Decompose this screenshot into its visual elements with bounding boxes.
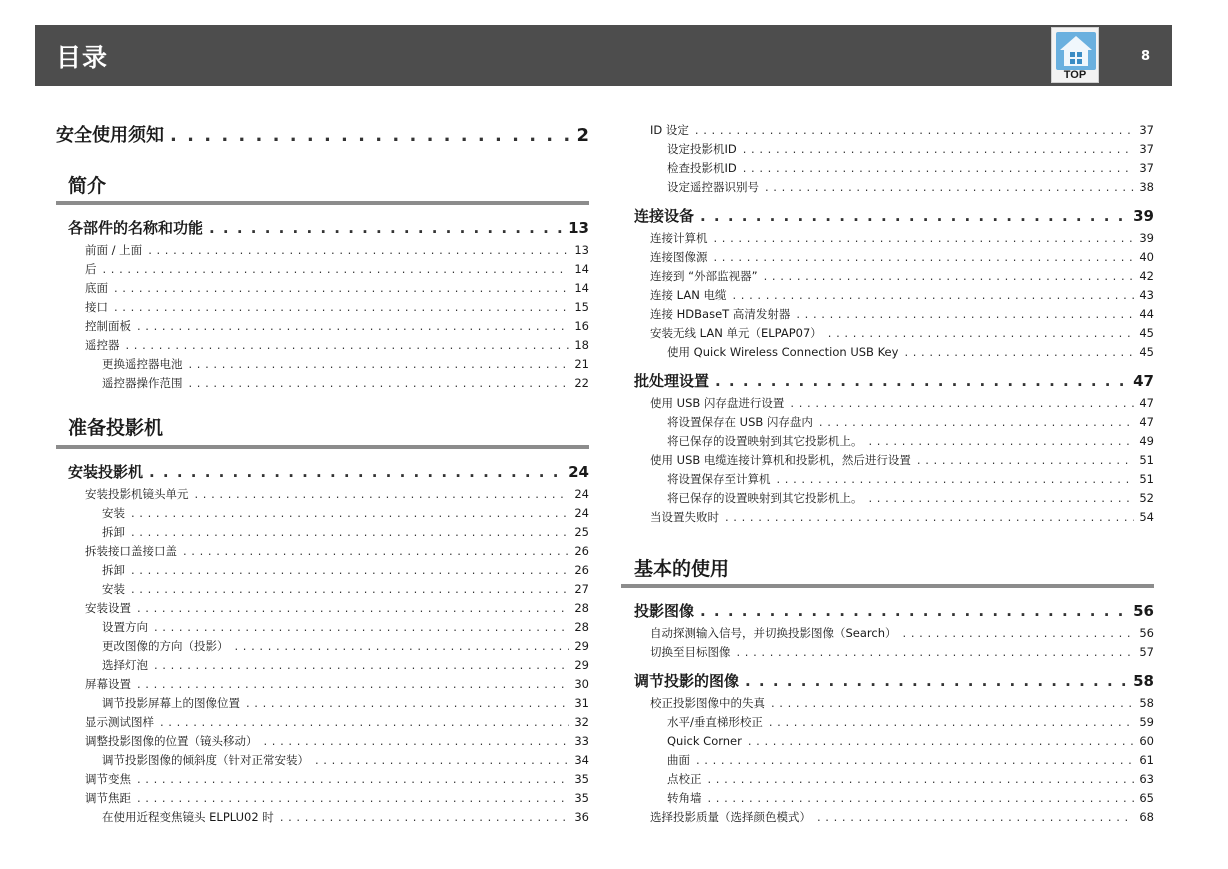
toc-entry-page: 54 bbox=[1139, 510, 1154, 524]
section-header-prepare bbox=[56, 411, 589, 449]
toc-entry-title: 调节焦距 bbox=[85, 791, 131, 805]
toc-entry-page: 44 bbox=[1139, 307, 1154, 321]
page-title: 目录 bbox=[56, 43, 109, 72]
toc-entry-page: 43 bbox=[1139, 288, 1154, 302]
toc-entry-page: 60 bbox=[1139, 734, 1154, 748]
toc-entry-title: 连接 HDBaseT 高清发射器 bbox=[650, 307, 791, 321]
toc-list-batch bbox=[621, 394, 1154, 527]
toc-entry[interactable] bbox=[56, 298, 589, 317]
toc-left-column bbox=[56, 100, 589, 827]
toc-entry-title: 选择投影质量（选择颜色模式） bbox=[650, 810, 811, 824]
leader-dots bbox=[154, 618, 569, 637]
toc-entry[interactable] bbox=[621, 324, 1154, 343]
toc-entry-page: 35 bbox=[574, 772, 589, 786]
leader-dots bbox=[137, 599, 569, 618]
leader-dots bbox=[769, 713, 1134, 732]
toc-entry-page: 28 bbox=[574, 601, 589, 615]
toc-entry-title: 检查投影机ID bbox=[667, 161, 737, 175]
toc-entry-title: 设定投影机ID bbox=[667, 142, 737, 156]
toc-entry[interactable] bbox=[621, 159, 1154, 178]
leader-dots bbox=[103, 260, 570, 279]
toc-entry-page: 14 bbox=[574, 262, 589, 276]
toc-heading-adjust[interactable] bbox=[621, 668, 1154, 694]
toc-entry-title: 设置方向 bbox=[102, 620, 148, 634]
toc-entry-title: 点校正 bbox=[667, 772, 702, 786]
toc-list-install bbox=[56, 485, 589, 827]
toc-entry-page: 56 bbox=[1139, 626, 1154, 640]
toc-entry-page: 28 bbox=[574, 620, 589, 634]
toc-heading-title: 连接设备 bbox=[634, 207, 695, 225]
toc-entry[interactable] bbox=[56, 637, 589, 656]
toc-entry[interactable] bbox=[56, 317, 589, 336]
toc-entry-title: 连接 LAN 电缆 bbox=[650, 288, 727, 302]
toc-entry-title: 当设置失败时 bbox=[650, 510, 719, 524]
toc-entry-title: 设定遥控器识别号 bbox=[667, 180, 759, 194]
leader-dots bbox=[917, 451, 1134, 470]
leader-dots bbox=[714, 248, 1135, 267]
toc-entry[interactable] bbox=[621, 178, 1154, 197]
toc-entry[interactable] bbox=[621, 470, 1154, 489]
toc-entry-title: Quick Corner bbox=[667, 734, 742, 748]
toc-entry-title: 校正投影图像中的失真 bbox=[650, 696, 765, 710]
toc-entry-title: 更换遥控器电池 bbox=[102, 357, 183, 371]
toc-entry-page: 51 bbox=[1139, 453, 1154, 467]
toc-entry-page: 36 bbox=[574, 810, 589, 824]
toc-entry[interactable] bbox=[56, 523, 589, 542]
toc-entry-page: 57 bbox=[1139, 645, 1154, 659]
toc-entry[interactable] bbox=[621, 140, 1154, 159]
toc-entry-page: 45 bbox=[1139, 326, 1154, 340]
leader-dots bbox=[114, 298, 569, 317]
toc-entry-title: 将设置保存至计算机 bbox=[667, 472, 771, 486]
leader-dots bbox=[131, 580, 569, 599]
toc-entry-title: 底面 bbox=[85, 281, 108, 295]
toc-entry[interactable] bbox=[56, 770, 589, 789]
leader-dots bbox=[114, 279, 569, 298]
toc-heading-title: 安全使用须知 bbox=[56, 125, 164, 146]
toc-entry[interactable] bbox=[56, 504, 589, 523]
leader-dots bbox=[737, 643, 1135, 662]
toc-entry-title: 在使用近程变焦镜头 ELPLU02 时 bbox=[102, 810, 274, 824]
toc-entry[interactable] bbox=[56, 675, 589, 694]
toc-entry-page: 40 bbox=[1139, 250, 1154, 264]
toc-entry-page: 35 bbox=[574, 791, 589, 805]
toc-entry[interactable] bbox=[56, 618, 589, 637]
toc-entry-page: 49 bbox=[1139, 434, 1154, 448]
toc-entry[interactable] bbox=[56, 694, 589, 713]
section-header-intro bbox=[56, 171, 589, 205]
toc-list-adjust bbox=[621, 694, 1154, 827]
toc-heading-title: 投影图像 bbox=[634, 602, 695, 620]
toc-entry-title: 自动探测输入信号，并切换投影图像（Search） bbox=[650, 626, 897, 640]
toc-entry[interactable] bbox=[621, 489, 1154, 508]
toc-entry-page: 27 bbox=[574, 582, 589, 596]
top-button[interactable] bbox=[1051, 27, 1099, 83]
toc-entry-title: 连接计算机 bbox=[650, 231, 708, 245]
toc-entry-title: 前面 / 上面 bbox=[85, 243, 143, 257]
toc-heading-batch[interactable] bbox=[621, 368, 1154, 394]
toc-entry[interactable] bbox=[56, 561, 589, 580]
toc-entry-title: 选择灯泡 bbox=[102, 658, 148, 672]
toc-entry[interactable] bbox=[56, 599, 589, 618]
toc-entry-page: 65 bbox=[1139, 791, 1154, 805]
toc-entry-page: 47 bbox=[1139, 396, 1154, 410]
toc-entry-title: 遥控器 bbox=[85, 338, 120, 352]
home-icon bbox=[1056, 32, 1096, 70]
section-title: 简介 bbox=[68, 175, 107, 197]
toc-entry[interactable] bbox=[621, 413, 1154, 432]
toc-entry-page: 45 bbox=[1139, 345, 1154, 359]
leader-dots bbox=[189, 355, 570, 374]
toc-entry[interactable] bbox=[621, 394, 1154, 413]
leader-dots bbox=[183, 542, 569, 561]
header-bar bbox=[35, 25, 1172, 86]
toc-entry[interactable] bbox=[621, 508, 1154, 527]
leader-dots bbox=[154, 656, 569, 675]
toc-entry-title: 显示测试图样 bbox=[85, 715, 154, 729]
toc-entry[interactable] bbox=[56, 374, 589, 393]
toc-page-number: 39 bbox=[1133, 207, 1154, 225]
toc-heading-title: 各部件的名称和功能 bbox=[68, 219, 204, 237]
toc-entry[interactable] bbox=[621, 789, 1154, 808]
toc-heading-title: 调节投影的图像 bbox=[634, 672, 740, 690]
toc-entry-title: 调节投影屏幕上的图像位置 bbox=[102, 696, 240, 710]
toc-entry-page: 59 bbox=[1139, 715, 1154, 729]
toc-page-number: 24 bbox=[568, 463, 589, 481]
toc-entry-page: 52 bbox=[1139, 491, 1154, 505]
leader-dots bbox=[745, 668, 1128, 694]
leader-dots bbox=[148, 241, 569, 260]
toc-entry-page: 15 bbox=[574, 300, 589, 314]
toc-heading-project[interactable] bbox=[621, 598, 1154, 624]
toc-list-project bbox=[621, 624, 1154, 662]
toc-entry-title: 遥控器操作范围 bbox=[102, 376, 183, 390]
toc-entry-title: 调整投影图像的位置（镜头移动） bbox=[85, 734, 258, 748]
toc-entry-title: 拆装接口盖接口盖 bbox=[85, 544, 177, 558]
leader-dots bbox=[708, 770, 1135, 789]
leader-dots bbox=[160, 713, 569, 732]
leader-dots bbox=[819, 413, 1134, 432]
toc-entry-title: 切换至目标图像 bbox=[650, 645, 731, 659]
toc-entry-title: 水平/垂直梯形校正 bbox=[667, 715, 763, 729]
toc-page-number: 2 bbox=[576, 125, 589, 146]
toc-entry-page: 37 bbox=[1139, 142, 1154, 156]
toc-list-id bbox=[621, 121, 1154, 197]
toc-entry-page: 37 bbox=[1139, 161, 1154, 175]
toc-page-number: 13 bbox=[568, 219, 589, 237]
toc-entry-page: 25 bbox=[574, 525, 589, 539]
toc-entry-title: 安装 bbox=[102, 506, 125, 520]
leader-dots bbox=[743, 159, 1135, 178]
leader-dots bbox=[904, 343, 1134, 362]
toc-entry[interactable] bbox=[56, 732, 589, 751]
section-title: 基本的使用 bbox=[634, 558, 730, 580]
toc-heading-install[interactable] bbox=[56, 459, 589, 485]
toc-entry[interactable] bbox=[621, 770, 1154, 789]
toc-entry-title: 屏幕设置 bbox=[85, 677, 131, 691]
leader-dots bbox=[725, 508, 1134, 527]
toc-heading-title: 安装投影机 bbox=[68, 463, 144, 481]
section-title: 准备投影机 bbox=[68, 417, 164, 439]
toc-entry-title: 连接图像源 bbox=[650, 250, 708, 264]
toc-entry-page: 14 bbox=[574, 281, 589, 295]
toc-entry-title: 安装投影机镜头单元 bbox=[85, 487, 189, 501]
toc-entry-title: 使用 USB 闪存盘进行设置 bbox=[650, 396, 785, 410]
page-number: 8 bbox=[1141, 49, 1151, 64]
toc-entry-title: 安装无线 LAN 单元（ELPAP07） bbox=[650, 326, 822, 340]
toc-entry-page: 38 bbox=[1139, 180, 1154, 194]
leader-dots bbox=[790, 394, 1134, 413]
toc-heading-parts[interactable] bbox=[56, 215, 589, 241]
leader-dots bbox=[235, 637, 570, 656]
toc-entry-title: 使用 Quick Wireless Connection USB Key bbox=[667, 345, 899, 359]
toc-entry-page: 33 bbox=[574, 734, 589, 748]
leader-dots bbox=[280, 808, 570, 827]
toc-entry-page: 37 bbox=[1139, 123, 1154, 137]
toc-entry-title: 拆卸 bbox=[102, 563, 125, 577]
toc-entry-page: 24 bbox=[574, 487, 589, 501]
leader-dots bbox=[131, 504, 569, 523]
toc-entry-page: 32 bbox=[574, 715, 589, 729]
toc-entry-page: 29 bbox=[574, 658, 589, 672]
toc-entry-page: 39 bbox=[1139, 231, 1154, 245]
leader-dots bbox=[137, 675, 569, 694]
leader-dots bbox=[131, 523, 569, 542]
leader-dots bbox=[170, 123, 571, 149]
toc-entry-title: 控制面板 bbox=[85, 319, 131, 333]
leader-dots bbox=[903, 624, 1135, 643]
toc-entry-title: 将已保存的设置映射到其它投影机上。 bbox=[667, 491, 863, 505]
leader-dots bbox=[714, 229, 1135, 248]
toc-entry-page: 47 bbox=[1139, 415, 1154, 429]
leader-dots bbox=[149, 459, 563, 485]
toc-entry-title: 将已保存的设置映射到其它投影机上。 bbox=[667, 434, 863, 448]
toc-entry[interactable] bbox=[56, 580, 589, 599]
top-button-label: TOP bbox=[1063, 69, 1087, 81]
toc-entry-page: 30 bbox=[574, 677, 589, 691]
toc-heading-title: 批处理设置 bbox=[634, 372, 710, 390]
leader-dots bbox=[700, 203, 1128, 229]
toc-entry[interactable] bbox=[56, 241, 589, 260]
toc-list-parts bbox=[56, 241, 589, 393]
toc-entry-page: 22 bbox=[574, 376, 589, 390]
toc-entry[interactable] bbox=[56, 355, 589, 374]
leader-dots bbox=[695, 121, 1134, 140]
toc-entry[interactable] bbox=[56, 808, 589, 827]
leader-dots bbox=[777, 470, 1135, 489]
toc-entry[interactable] bbox=[621, 305, 1154, 324]
toc-entry-title: 更改图像的方向（投影） bbox=[102, 639, 229, 653]
toc-entry-title: ID 设定 bbox=[650, 123, 689, 137]
toc-entry-title: 后 bbox=[85, 262, 97, 276]
leader-dots bbox=[869, 432, 1135, 451]
leader-dots bbox=[131, 561, 569, 580]
leader-dots bbox=[264, 732, 570, 751]
toc-entry[interactable] bbox=[56, 279, 589, 298]
leader-dots bbox=[765, 178, 1134, 197]
toc-entry[interactable] bbox=[56, 656, 589, 675]
toc-entry[interactable] bbox=[56, 542, 589, 561]
toc-entry-title: 转角墙 bbox=[667, 791, 702, 805]
toc-entry[interactable] bbox=[621, 121, 1154, 140]
leader-dots bbox=[828, 324, 1135, 343]
leader-dots bbox=[748, 732, 1135, 751]
toc-entry-page: 18 bbox=[574, 338, 589, 352]
leader-dots bbox=[771, 694, 1134, 713]
toc-entry-page: 29 bbox=[574, 639, 589, 653]
toc-entry-page: 16 bbox=[574, 319, 589, 333]
toc-entry[interactable] bbox=[621, 624, 1154, 643]
leader-dots bbox=[209, 215, 563, 241]
toc-page-number: 58 bbox=[1133, 672, 1154, 690]
leader-dots bbox=[715, 368, 1128, 394]
toc-entry-page: 42 bbox=[1139, 269, 1154, 283]
toc-entry[interactable] bbox=[621, 267, 1154, 286]
toc-entry[interactable] bbox=[56, 260, 589, 279]
leader-dots bbox=[700, 598, 1128, 624]
toc-entry-title: 安装设置 bbox=[85, 601, 131, 615]
toc-entry[interactable] bbox=[621, 732, 1154, 751]
leader-dots bbox=[246, 694, 569, 713]
toc-entry-page: 24 bbox=[574, 506, 589, 520]
toc-entry-title: 将设置保存在 USB 闪存盘内 bbox=[667, 415, 813, 429]
toc-entry[interactable] bbox=[56, 789, 589, 808]
toc-entry[interactable] bbox=[621, 343, 1154, 362]
toc-entry-page: 31 bbox=[574, 696, 589, 710]
leader-dots bbox=[817, 808, 1134, 827]
toc-heading-safety[interactable] bbox=[56, 123, 589, 149]
toc-entry[interactable] bbox=[621, 451, 1154, 470]
toc-entry-page: 61 bbox=[1139, 753, 1154, 767]
toc-entry-title: 拆卸 bbox=[102, 525, 125, 539]
leader-dots bbox=[764, 267, 1135, 286]
toc-entry-title: 接口 bbox=[85, 300, 108, 314]
leader-dots bbox=[189, 374, 570, 393]
leader-dots bbox=[796, 305, 1134, 324]
toc-entry[interactable] bbox=[621, 808, 1154, 827]
toc-entry[interactable] bbox=[56, 485, 589, 504]
toc-entry[interactable] bbox=[621, 713, 1154, 732]
toc-entry-title: 调节投影图像的倾斜度（针对正常安装） bbox=[102, 753, 309, 767]
toc-entry[interactable] bbox=[56, 713, 589, 732]
leader-dots bbox=[708, 789, 1135, 808]
toc-page-number: 56 bbox=[1133, 602, 1154, 620]
toc-list-connect bbox=[621, 229, 1154, 362]
toc-entry-page: 58 bbox=[1139, 696, 1154, 710]
toc-entry-page: 26 bbox=[574, 544, 589, 558]
toc-entry-page: 26 bbox=[574, 563, 589, 577]
toc-right-column bbox=[621, 100, 1154, 827]
leader-dots bbox=[137, 789, 569, 808]
toc-entry-page: 21 bbox=[574, 357, 589, 371]
toc-entry[interactable] bbox=[56, 751, 589, 770]
toc-entry-page: 51 bbox=[1139, 472, 1154, 486]
toc-page-number: 47 bbox=[1133, 372, 1154, 390]
leader-dots bbox=[743, 140, 1135, 159]
leader-dots bbox=[137, 317, 569, 336]
leader-dots bbox=[126, 336, 570, 355]
toc-entry-title: 使用 USB 电缆连接计算机和投影机，然后进行设置 bbox=[650, 453, 911, 467]
toc-entry[interactable] bbox=[621, 643, 1154, 662]
toc-entry-page: 34 bbox=[574, 753, 589, 767]
toc-entry[interactable] bbox=[621, 694, 1154, 713]
toc-heading-connect[interactable] bbox=[621, 203, 1154, 229]
section-header-basic bbox=[621, 555, 1154, 588]
toc-entry[interactable] bbox=[621, 229, 1154, 248]
toc-entry-title: 调节变焦 bbox=[85, 772, 131, 786]
toc-entry-title: 安装 bbox=[102, 582, 125, 596]
toc-entry[interactable] bbox=[621, 432, 1154, 451]
leader-dots bbox=[315, 751, 569, 770]
leader-dots bbox=[195, 485, 570, 504]
toc-entry-page: 63 bbox=[1139, 772, 1154, 786]
leader-dots bbox=[696, 751, 1134, 770]
toc-entry-page: 68 bbox=[1139, 810, 1154, 824]
leader-dots bbox=[869, 489, 1135, 508]
leader-dots bbox=[137, 770, 569, 789]
toc-entry-title: 连接到 “外部监视器” bbox=[650, 269, 758, 283]
toc-entry[interactable] bbox=[621, 286, 1154, 305]
toc-entry[interactable] bbox=[621, 248, 1154, 267]
leader-dots bbox=[732, 286, 1134, 305]
toc-entry[interactable] bbox=[56, 336, 589, 355]
toc-entry[interactable] bbox=[621, 751, 1154, 770]
toc-entry-title: 曲面 bbox=[667, 753, 690, 767]
toc-entry-page: 13 bbox=[574, 243, 589, 257]
